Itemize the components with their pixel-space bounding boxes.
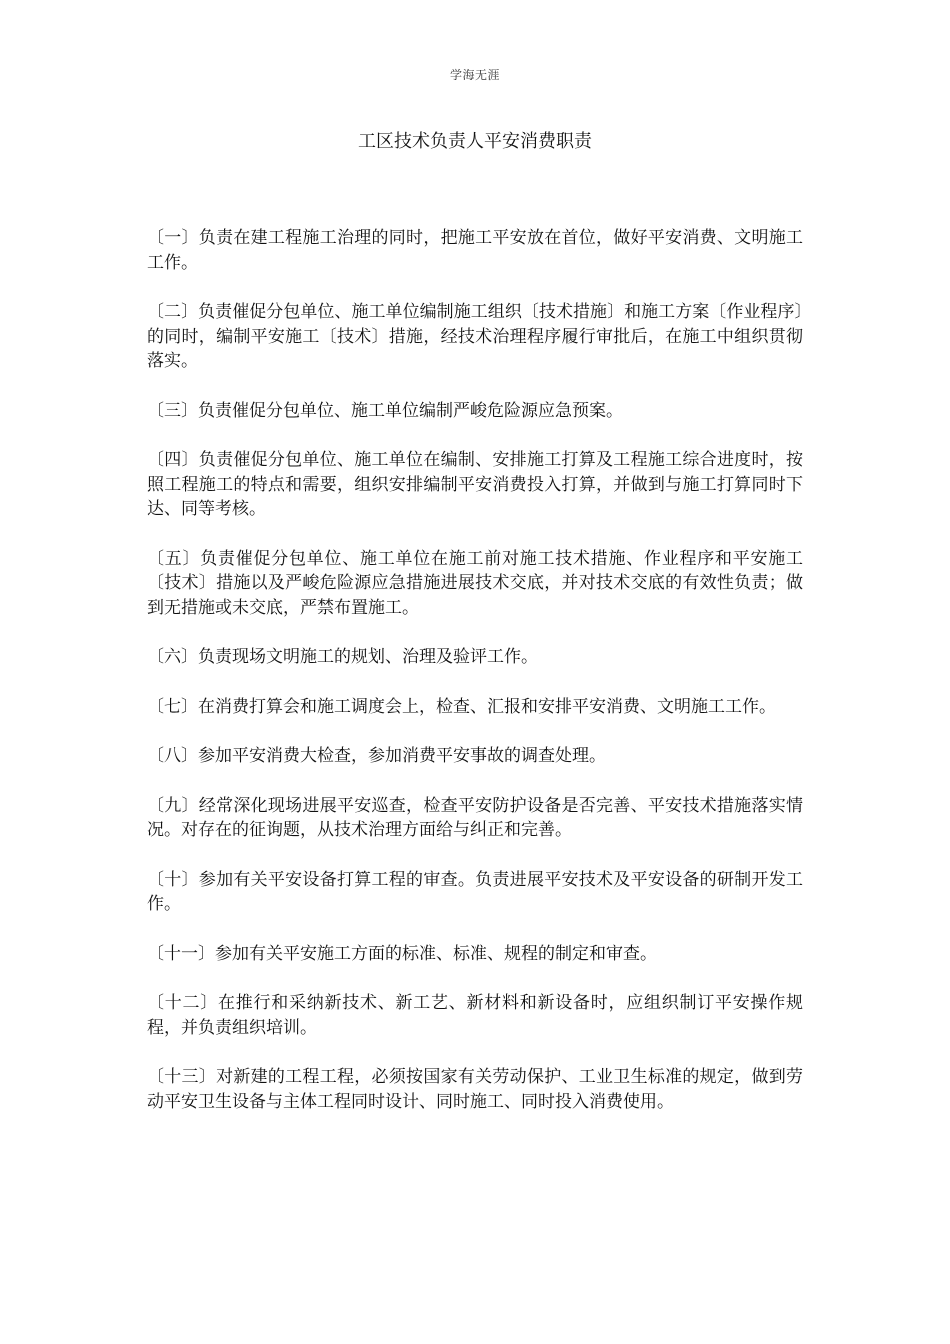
paragraph-3: 〔三〕负责催促分包单位、施工单位编制严峻危险源应急预案。 [147,400,623,421]
paragraph-6: 〔六〕负责现场文明施工的规划、治理及验评工作。 [147,647,538,667]
document-body [147,226,803,1139]
paragraph-11: 〔十一〕参加有关平安施工方面的标准、标准、规程的制定和审查。 [147,943,657,964]
paragraph-7: 〔七〕在消费打算会和施工调度会上，检查、汇报和安排平安消费、文明施工工作。 [147,696,776,717]
paragraph-4: 〔四〕负责催促分包单位、施工单位在编制、安排施工打算及工程施工综合进度时，按照工程施工的特点和需要，组织安排编制平安消费投入打算，并做到与施工打算同时下达、同等考核。 [147,450,803,519]
paragraph-1: 〔一〕负责在建工程施工治理的同时，把施工平安放在首位，做好平安消费、文明施工工作。 [147,228,803,273]
paragraph-10: 〔十〕参加有关平安设备打算工程的审查。负责进展平安技术及平安设备的研制开发工作。 [147,869,803,914]
paragraph-5: 〔五〕负责催促分包单位、施工单位在施工前对施工技术措施、作业程序和平安施工〔技术〕措施以及严峻危险源应急措施进展技术交底，并对技术交底的有效性负责；做到无措施或未交底，严禁布置施工。 [147,548,803,618]
paragraph-8: 〔八〕参加平安消费大检查，参加消费平安事故的调查处理。 [147,746,606,766]
page-header: 学海无涯 [449,68,500,82]
paragraph-12: 〔十二〕在推行和采纳新技术、新工艺、新材料和新设备时，应组织制订平安操作规程，并负责组织培训。 [147,993,803,1038]
document-title: 工区技术负责人平安消费职责 [358,131,592,152]
paragraph-2: 〔二〕负责催促分包单位、施工单位编制施工组织〔技术措施〕和施工方案〔作业程序〕的同时，编制平安施工〔技术〕措施，经技术治理程序履行审批后，在施工中组织贯彻落实。 [147,302,803,371]
paragraph-9: 〔九〕经常深化现场进展平安巡查，检查平安防护设备是否完善、平安技术措施落实情况。对存在的征询题，从技术治理方面给与纠正和完善。 [147,795,803,840]
paragraph-13: 〔十三〕对新建的工程工程，必须按国家有关劳动保护、工业卫生标准的规定，做到劳动平安卫生设备与主体工程同时设计、同时施工、同时投入消费使用。 [147,1067,803,1112]
